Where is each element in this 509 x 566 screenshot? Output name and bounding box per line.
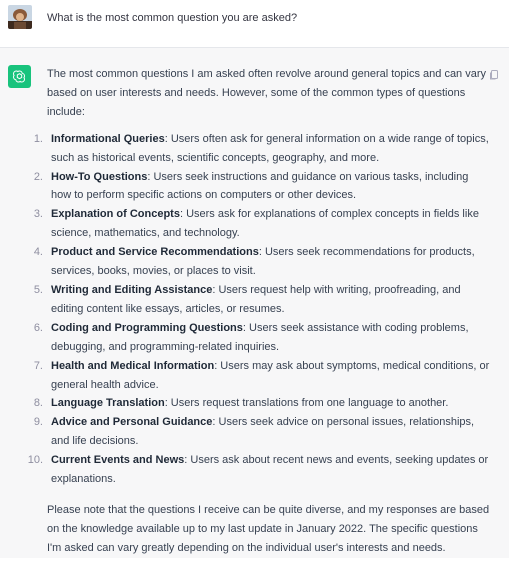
assistant-message-text <box>27 65 491 566</box>
user-message-row <box>0 0 509 48</box>
list-item: 6. Coding and Programming Questions: Users seek assistance with coding problems, debugging, and programming-related inquiries. <box>33 321 469 353</box>
user-avatar <box>8 5 32 29</box>
list-item: 8. Language Translation: Users request translations from one language to another. <box>33 397 449 410</box>
list-item: 1. Informational Queries: Users often ask for general information on a wide range of topics, such as historical events, scientific concepts, geography, and more. <box>33 132 489 164</box>
list-item: 7. Health and Medical Information: Users may ask about symptoms, medical conditions, or general health advice. <box>33 359 490 391</box>
list-item: 5. Writing and Editing Assistance: Users request help with writing, proofreading, and editing content like essays, articles, or resumes. <box>33 283 461 315</box>
chatgpt-logo-icon <box>8 65 31 88</box>
answer-intro: The most common questions I am asked often revolve around general topics and can vary based on user interests and needs. However, some of the common types of questions include: <box>47 68 487 118</box>
assistant-message-row <box>0 48 509 558</box>
list-item: 10. Current Events and News: Users ask about recent news and events, seeking updates or explanations. <box>27 454 489 486</box>
list-item: 3. Explanation of Concepts: Users ask for explanations of complex concepts in fields like science, mathematics, and technology. <box>33 208 479 240</box>
list-item: 2. How-To Questions: Users seek instructions and guidance on various tasks, including how to perform specific actions on computers or other devices. <box>33 170 469 202</box>
question-types-list <box>27 130 491 489</box>
list-item: 4. Product and Service Recommendations: Users seek recommendations for products, services, books, movies, or places to visit. <box>33 246 475 278</box>
list-item: 9. Advice and Personal Guidance: Users seek advice on personal issues, relationships, and life decisions. <box>33 416 475 448</box>
answer-outro: Please note that the questions I receive can be quite diverse, and my responses are based on the knowledge available up to my last update in January 2022. The specific questions I'm asked can vary greatly depending on the individual user's interests and needs. <box>47 503 490 554</box>
user-message-text: What is the most common question you are asked? <box>47 12 298 24</box>
